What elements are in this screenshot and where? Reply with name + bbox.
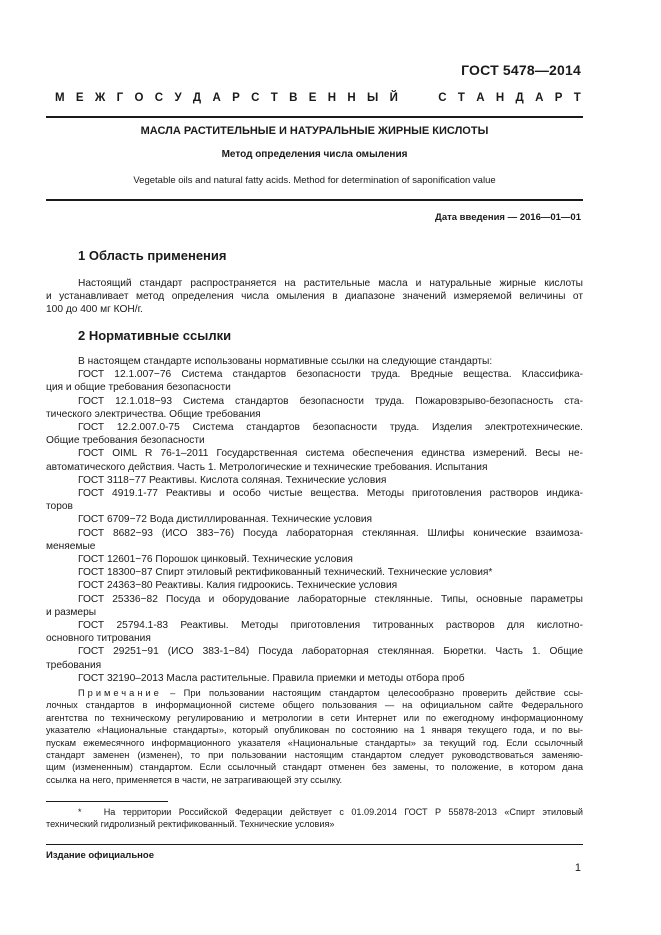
- heading-letter: А: [476, 92, 485, 104]
- reference-line: торов: [46, 501, 73, 513]
- reference-line: требования: [46, 659, 102, 671]
- footnote-rule: [46, 801, 168, 802]
- reference-line: тического электричества. Общие требования: [46, 408, 261, 420]
- note-line: пускам ежемесячного информационного указателя «Национальные стандарты» за текущий год. Если ссылочный: [46, 737, 583, 748]
- note-line: указателю «Национальные стандарты», который опубликован по состоянию на 1 января текущего года, и по вы-: [46, 725, 583, 736]
- section-2-heading: 2 Нормативные ссылки: [78, 328, 232, 343]
- note-block: [46, 687, 583, 786]
- reference-line: ГОСТ 32190–2013 Масла растительные. Правила приемки и методы отбора проб: [78, 672, 465, 684]
- reference-line: и размеры: [46, 606, 97, 618]
- section-1-body: [46, 277, 583, 317]
- note-line: ссылка на него, применяется в части, не затрагивающей эту ссылку.: [46, 774, 343, 785]
- note-line: лочных стандартов в информационной системе общего пользования — на официальном сайте Федерального: [46, 700, 583, 711]
- heading-space: [424, 92, 427, 104]
- reference-line: ГОСТ 8682−93 (ИСО 383−76) Посуда лабораторная стеклянная. Шлифы конические взаимоза-: [78, 527, 583, 539]
- heading-letter: Е: [75, 92, 84, 104]
- edition-label: Издание официальное: [46, 850, 154, 861]
- footnote-line: * На территории Российской Федерации действует с 01.09.2014 ГОСТ Р 55878-2013 «Спирт этиловый: [78, 807, 583, 817]
- heading-letter: Н: [327, 92, 337, 104]
- heading-letter: Р: [232, 92, 240, 104]
- heading-letter: Й: [389, 92, 398, 104]
- heading-letter: Т: [573, 92, 581, 104]
- note-line: агентства по техническому регулированию и метрологии в сети Интернет или по ежегодному информационному: [46, 712, 583, 723]
- note-line: [46, 687, 583, 699]
- reference-line: ГОСТ 12.1.007−76 Система стандартов безопасности труда. Вредные вещества. Классифика-: [78, 369, 583, 381]
- reference-line: ГОСТ 3118−77 Реактивы. Кислота соляная. Технические условия: [78, 474, 387, 486]
- reference-line: В настоящем стандарте использованы нормативные ссылки на следующие стандарты:: [78, 356, 493, 367]
- reference-line: ГОСТ 12.2.007.0-75 Система стандартов безопасности труда. Изделия электротехнические.: [78, 422, 583, 434]
- note-text: – При пользовании настоящим стандартом целесообразно проверить действие ссы-: [161, 688, 583, 698]
- heading-letter: У: [174, 92, 182, 104]
- reference-line: ция и общие требования безопасности: [46, 382, 231, 394]
- note-line: стандарт заменен (изменен), то при пользовании настоящим стандартом следует руководствоваться заменяю-: [46, 750, 583, 761]
- heading-letter: Н: [495, 92, 505, 104]
- note-line: щим (измененным) стандартом. Если ссылочный стандарт отменен без замены, то положение, в котором дана: [46, 762, 583, 773]
- text-line: Настоящий стандарт распространяется на растительные масла и натуральные жирные кислоты: [78, 278, 583, 289]
- reference-line: ГОСТ 24363−80 Реактивы. Калия гидроокись. Технические условия: [78, 580, 398, 592]
- text-line: 100 до 400 мг КОН/г.: [46, 304, 143, 316]
- heading-space: [409, 92, 412, 104]
- reference-line: ГОСТ 12601−76 Порошок цинковый. Технические условия: [78, 554, 353, 566]
- reference-line: основного титрования: [46, 633, 151, 645]
- interstate-standard-heading: [55, 92, 581, 104]
- reference-line: автоматического действия. Часть 1. Метрологические и технические требования. Испытания: [46, 461, 488, 473]
- heading-letter: Д: [515, 92, 524, 104]
- reference-line: Общие требования безопасности: [46, 435, 205, 447]
- reference-line: ГОСТ 25794.1-83 Реактивы. Методы приготовления титрованных растворов для кислотно-: [78, 620, 583, 632]
- standard-number: ГОСТ 5478—2014: [461, 62, 581, 78]
- reference-line: ГОСТ 12.1.018−93 Система стандартов безопасности труда. Пожаровзрыво-безопасность ста-: [78, 395, 583, 407]
- footnote: [46, 806, 583, 831]
- reference-line: ГОСТ 25336−82 Посуда и оборудование лабораторные стеклянные. Типы, основные параметры: [78, 593, 583, 605]
- reference-line: меняемые: [46, 540, 96, 552]
- document-subtitle: Метод определения числа омыления: [221, 149, 408, 160]
- heading-letter: Ж: [94, 92, 106, 104]
- page-number: 1: [574, 862, 581, 874]
- heading-letter: А: [212, 92, 221, 104]
- heading-letter: С: [154, 92, 164, 104]
- document-title: МАСЛА РАСТИТЕЛЬНЫЕ И НАТУРАЛЬНЫЕ ЖИРНЫЕ КИСЛОТЫ: [140, 125, 489, 137]
- reference-line: ГОСТ 6709−72 Вода дистиллированная. Технические условия: [78, 514, 373, 526]
- header-rule: [46, 116, 583, 118]
- document-title-english: Vegetable oils and natural fatty acids. Method for determination of saponification value: [133, 175, 496, 186]
- heading-letter: Т: [270, 92, 278, 104]
- title-rule: [46, 199, 583, 201]
- reference-line: ГОСТ 29251−91 (ИСО 383-1−84) Посуда лабораторная стеклянная. Бюретки. Часть 1. Общие: [78, 646, 583, 658]
- heading-letter: О: [134, 92, 144, 104]
- heading-letter: Е: [308, 92, 317, 104]
- reference-line: ГОСТ 4919.1-77 Реактивы и особо чистые вещества. Методы приготовления растворов индика-: [78, 488, 583, 500]
- heading-letter: А: [535, 92, 544, 104]
- footnote-line: технический гидролизный ректификованный. Технические условия»: [46, 819, 335, 830]
- heading-letter: М: [55, 92, 65, 104]
- heading-letter: Ы: [367, 92, 379, 104]
- note-label: Примечание: [78, 688, 162, 698]
- footer-rule: [46, 844, 583, 845]
- heading-letter: В: [289, 92, 298, 104]
- section-2-body: [46, 355, 583, 685]
- heading-letter: Т: [457, 92, 465, 104]
- heading-letter: Н: [347, 92, 356, 104]
- text-line: и устанавливает метод определения числа омыления в диапазоне значений измеряемой величины от: [46, 291, 583, 303]
- reference-line: ГОСТ 18300−87 Спирт этиловый ректификованный технический. Технические условия*: [78, 567, 493, 579]
- heading-letter: Д: [192, 92, 202, 104]
- heading-letter: С: [251, 92, 260, 104]
- reference-line: ГОСТ OIML R 76-1–2011 Государственная система обеспечения единства измерений. Весы не-: [78, 448, 583, 460]
- heading-letter: Г: [116, 92, 124, 104]
- heading-letter: С: [438, 92, 447, 104]
- section-1-heading: 1 Область применения: [78, 248, 227, 263]
- heading-letter: Р: [554, 92, 563, 104]
- introduction-date: Дата введения — 2016—01—01: [435, 212, 581, 223]
